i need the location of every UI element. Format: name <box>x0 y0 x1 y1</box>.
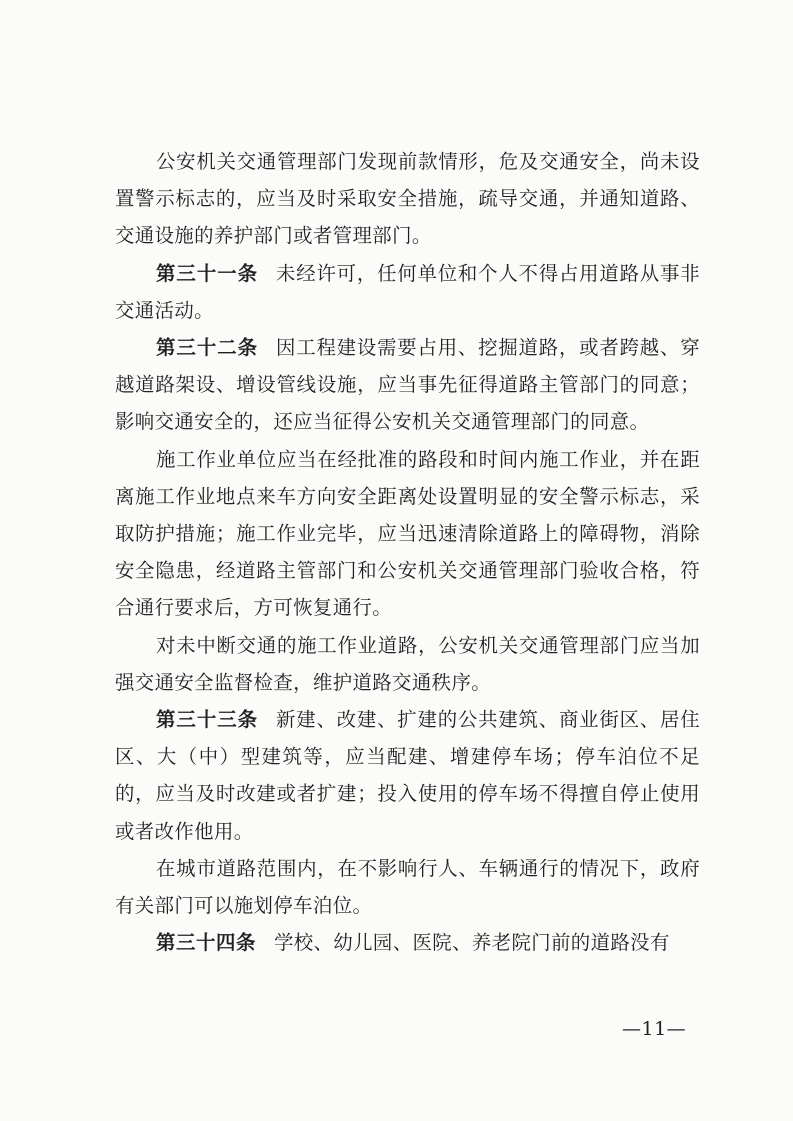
page-number: —11— <box>622 1018 687 1040</box>
paragraph <box>115 850 700 924</box>
paragraph-text: 在城市道路范围内，在不影响行人、车辆通行的情况下，政府有关部门可以施划停车泊位。 <box>115 856 700 918</box>
paragraph-text: 学校、幼儿园、医院、养老院门前的道路没有 <box>273 931 670 955</box>
article-paragraph <box>115 701 700 850</box>
article-paragraph <box>115 924 700 961</box>
paragraph-text: 因工程建设需要占用、挖掘道路，或者跨越、穿越道路架设、增设管线设施，应当事先征得道路主管部门的同意；影响交通安全的，还应当征得公安机关交通管理部门的同意。 <box>115 336 700 434</box>
paragraph-text: 新建、改建、扩建的公共建筑、商业街区、居住区、大（中）型建筑等，应当配建、增建停车场；停车泊位不足的，应当及时改建或者扩建；投入使用的停车场不得擅自停止使用或者改作他用。 <box>115 708 700 843</box>
paragraph-text: 对未中断交通的施工作业道路，公安机关交通管理部门应当加强交通安全监督检查，维护道路交通秩序。 <box>115 633 700 694</box>
article-number: 第三十四条 <box>156 931 256 955</box>
paragraph <box>115 627 700 701</box>
paragraph <box>115 441 700 627</box>
body-text <box>115 143 700 961</box>
paragraph-text: 公安机关交通管理部门发现前款情形，危及交通安全，尚未设置警示标志的，应当及时采取安全措施，疏导交通，并通知道路、交通设施的养护部门或者管理部门。 <box>115 150 700 248</box>
article-number: 第三十三条 <box>156 708 259 732</box>
paragraph-text: 施工作业单位应当在经批准的路段和时间内施工作业，并在距离施工作业地点来车方向安全距离处设置明显的安全警示标志，采取防护措施；施工作业完毕，应当迅速清除道路上的障碍物，消除安全隐患，经道路主管部门和公安机关交通管理部门验收合格，符合通行要求后，方可恢复通行。 <box>115 447 700 620</box>
article-paragraph <box>115 329 700 441</box>
article-paragraph <box>115 255 700 329</box>
paragraph-text: 未经许可，任何单位和个人不得占用道路从事非交通活动。 <box>115 261 700 322</box>
paragraph <box>115 143 700 255</box>
article-number: 第三十一条 <box>156 261 259 285</box>
article-number: 第三十二条 <box>156 336 259 360</box>
